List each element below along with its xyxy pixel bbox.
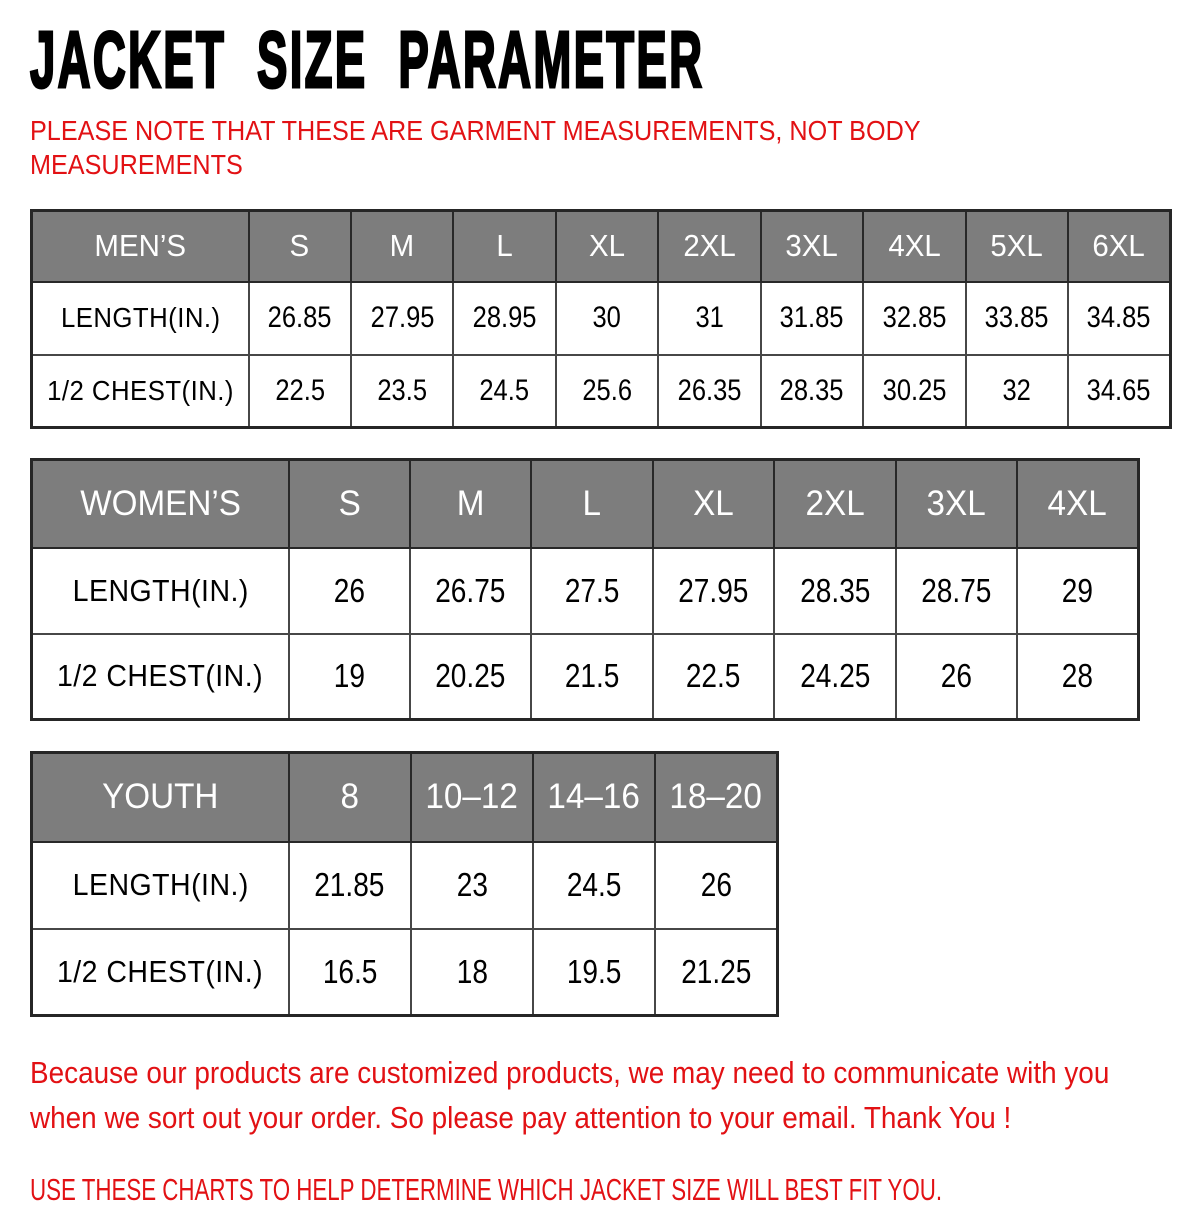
cell: 29 <box>1017 548 1138 634</box>
youth-table-title: YOUTH <box>32 753 289 842</box>
size-header: M <box>410 460 531 548</box>
footer-notes <box>30 1051 1200 1213</box>
page-title <box>30 15 1200 104</box>
cell: 24.5 <box>453 355 555 428</box>
mens-length-row <box>32 282 1171 355</box>
cell: 21.25 <box>655 929 777 1016</box>
size-header: L <box>531 460 652 548</box>
youth-size-table <box>30 751 779 1017</box>
cell: 21.5 <box>531 634 652 720</box>
size-header: 3XL <box>896 460 1017 548</box>
garment-note <box>30 114 1200 181</box>
cell: 19.5 <box>533 929 655 1016</box>
size-header: 2XL <box>658 211 760 282</box>
cell: 18 <box>411 929 533 1016</box>
womens-chest-row <box>32 634 1139 720</box>
cell: 22.5 <box>249 355 351 428</box>
cell: 28.75 <box>896 548 1017 634</box>
cell: 24.25 <box>774 634 895 720</box>
row-label: 1/2 CHEST(IN.) <box>32 355 249 428</box>
womens-table-title: WOMEN’S <box>32 460 289 548</box>
page-title-text: JACKET SIZE PARAMETER <box>30 15 705 104</box>
row-label: LENGTH(IN.) <box>32 842 289 929</box>
cell: 31 <box>658 282 760 355</box>
cell: 26 <box>655 842 777 929</box>
cell: 23 <box>411 842 533 929</box>
size-header: 8 <box>289 753 411 842</box>
size-header: XL <box>653 460 774 548</box>
size-header: 4XL <box>863 211 965 282</box>
youth-chest-row <box>32 929 778 1016</box>
cell: 28.95 <box>453 282 555 355</box>
cell: 25.6 <box>556 355 658 428</box>
size-header: M <box>351 211 453 282</box>
garment-note-line2: MEASUREMENTS <box>30 148 243 180</box>
youth-header-row <box>32 753 778 842</box>
cell: 28 <box>1017 634 1138 720</box>
womens-header-row <box>32 460 1139 548</box>
row-label: 1/2 CHEST(IN.) <box>32 634 289 720</box>
cell: 27.95 <box>351 282 453 355</box>
size-header: XL <box>556 211 658 282</box>
size-header: 5XL <box>966 211 1068 282</box>
row-label: 1/2 CHEST(IN.) <box>32 929 289 1016</box>
garment-note-line1: PLEASE NOTE THAT THESE ARE GARMENT MEASUREMENTS, NOT BODY <box>30 115 921 146</box>
cell: 32 <box>966 355 1068 428</box>
cell: 32.85 <box>863 282 965 355</box>
size-header: 10–12 <box>411 753 533 842</box>
footer-note-line2: when we sort out your order. So please pay attention to your email. Thank You ! <box>30 1100 1012 1136</box>
cell: 28.35 <box>774 548 895 634</box>
cell: 23.5 <box>351 355 453 428</box>
youth-length-row <box>32 842 778 929</box>
mens-header-row <box>32 211 1171 282</box>
size-header: S <box>289 460 410 548</box>
size-header: 14–16 <box>533 753 655 842</box>
size-header: 18–20 <box>655 753 777 842</box>
cell: 34.85 <box>1068 282 1171 355</box>
size-header: 3XL <box>761 211 863 282</box>
cell: 16.5 <box>289 929 411 1016</box>
cell: 30.25 <box>863 355 965 428</box>
womens-size-table <box>30 458 1140 721</box>
cell: 27.5 <box>531 548 652 634</box>
cell: 27.95 <box>653 548 774 634</box>
cell: 22.5 <box>653 634 774 720</box>
cell: 33.85 <box>966 282 1068 355</box>
size-header: 6XL <box>1068 211 1171 282</box>
size-header: L <box>453 211 555 282</box>
footer-note-line1: Because our products are customized products, we may need to communicate with you <box>30 1055 1110 1091</box>
footer-note-line3: USE THESE CHARTS TO HELP DETERMINE WHICH JACKET SIZE WILL BEST FIT YOU. <box>30 1172 943 1208</box>
cell: 30 <box>556 282 658 355</box>
cell: 26 <box>289 548 410 634</box>
row-label: LENGTH(IN.) <box>32 282 249 355</box>
womens-length-row <box>32 548 1139 634</box>
cell: 26 <box>896 634 1017 720</box>
cell: 26.75 <box>410 548 531 634</box>
size-header: S <box>249 211 351 282</box>
size-header: 2XL <box>774 460 895 548</box>
mens-table-title: MEN’S <box>32 211 249 282</box>
size-header: 4XL <box>1017 460 1138 548</box>
cell: 19 <box>289 634 410 720</box>
mens-chest-row <box>32 355 1171 428</box>
mens-size-table <box>30 209 1172 429</box>
cell: 21.85 <box>289 842 411 929</box>
cell: 28.35 <box>761 355 863 428</box>
cell: 26.35 <box>658 355 760 428</box>
cell: 26.85 <box>249 282 351 355</box>
cell: 24.5 <box>533 842 655 929</box>
cell: 20.25 <box>410 634 531 720</box>
row-label: LENGTH(IN.) <box>32 548 289 634</box>
cell: 34.65 <box>1068 355 1171 428</box>
cell: 31.85 <box>761 282 863 355</box>
